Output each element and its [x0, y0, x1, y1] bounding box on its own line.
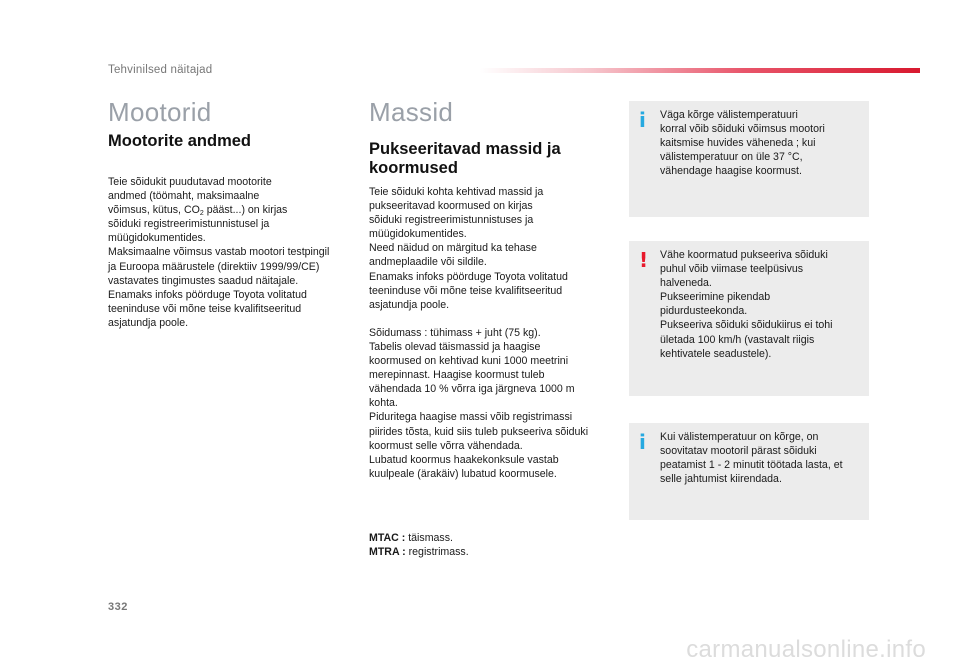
info-icon: i — [639, 108, 646, 132]
engine-para-part2: pääst...) on kirjas sõiduki registreerimistunnistusel ja müügidokumentides. Maksimaalne võimsus vastab mootori testpingil ja Euroopa määrustele (direktiiv 1999/99/CE) vastavates tingimustes saadud näitajale. Enamaks infoks pöörduge Toyota volitatud teeninduse või mõne teise kvalifitseeritud asjatundja poole. — [108, 204, 330, 329]
watermark: carmanualsonline.info — [686, 636, 926, 663]
header-accent-bar — [480, 68, 920, 73]
mtra-abbr: MTRA : — [369, 545, 406, 558]
masses-paragraph-1: Teie sõiduki kohta kehtivad massid ja pukseeritavad koormused on kirjas sõiduki registreerimistunnistuses ja müügidokumentides. Need näidud on märgitud ka tehase andmeplaadile või sildile. Enamaks infoks pöörduge Toyota volitatud teeninduse või mõne teise kvalifitseeritud asjatundja poole. — [369, 186, 568, 311]
towing-masses-subtitle: Pukseeritavad massid ja koormused — [369, 140, 561, 177]
co2-subscript: 2 — [199, 210, 204, 218]
engines-column — [108, 98, 358, 330]
abbreviations — [369, 531, 614, 559]
warning-box-towing — [629, 241, 869, 396]
engines-title: Mootorid — [108, 97, 212, 127]
info-box-text: Väga kõrge välistemperatuuri korral võib sõiduki võimsus mootori kaitsmise huvides väheneda ; kui välistemperatuur on üle 37 °C, vähendage haagise koormust. — [660, 109, 825, 178]
warning-icon: ! — [639, 248, 649, 272]
page-number: 332 — [108, 601, 128, 613]
mtac-line — [369, 531, 614, 545]
engine-data-subtitle: Mootorite andmed — [108, 132, 251, 150]
engine-para-part1: Teie sõidukit puudutavad mootorite andmed (töömaht, maksimaalne võimsus, kütus, CO — [108, 176, 272, 217]
masses-paragraph-2: Sõidumass : tühimass + juht (75 kg). Tabelis olevad täismassid ja haagise koormused on kehtivad kuni 1000 meetrini merepinnast. Haagise koormust tuleb vähendada 10 % võrra iga järgneva 1000 m kohta. Piduritega haagise massi võib registrimassi piirides tõsta, kuid siis tuleb pukseeriva sõiduki koormust selle võrra vähendada. Lubatud koormus haakekonksule vastab kuulpeale (ärakäiv) lubatud koormusele. — [369, 326, 589, 480]
warning-box-text: Vähe koormatud pukseeriva sõiduki puhul võib viimase teelpüsivus halveneda. Pukseerimine pikendab pidurdusteekonda. Pukseeriva sõiduki sõidukiirus ei tohi ületada 100 km/h (vastavalt riigis kehtivatele seadustele). — [660, 249, 833, 360]
section-header: Tehvinilsed näitajad — [108, 64, 213, 76]
mtra-line — [369, 545, 614, 559]
mtac-abbr: MTAC : — [369, 531, 406, 544]
info-box-cooling — [629, 423, 869, 520]
mtra-text: registrimass. — [405, 545, 469, 558]
masses-title: Massid — [369, 97, 454, 127]
masses-column — [369, 98, 614, 559]
info-icon: i — [639, 430, 646, 454]
info-box-text: Kui välistemperatuur on kõrge, on soovitatav mootoril pärast sõiduki peatamist 1 - 2 minutit töötada lasta, et selle jahtumist kiirendada. — [660, 431, 843, 486]
engine-data-paragraph — [108, 175, 358, 330]
mtac-text: täismass. — [405, 531, 453, 544]
info-box-temperature — [629, 101, 869, 217]
